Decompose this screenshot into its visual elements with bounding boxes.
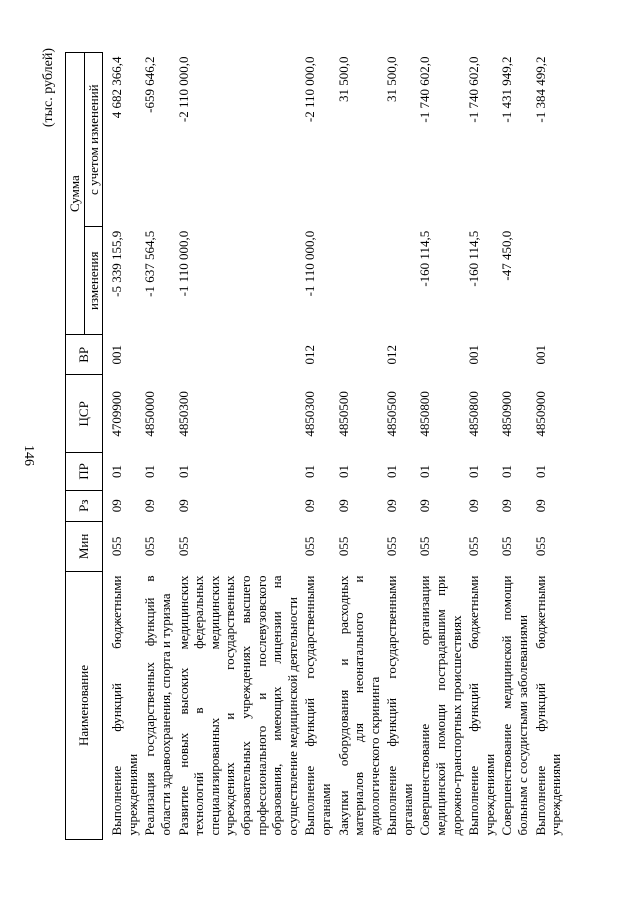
header-with-change: с учетом изменений (84, 53, 103, 227)
cell-vr (335, 335, 384, 375)
cell-name: Совершенствование организации медицинской помощи пострадавшим при дорожно-транспортных происшествиях (417, 575, 464, 836)
cell-rz: 09 (302, 499, 318, 513)
cell-change: -160 114,5 (466, 230, 482, 287)
cell-csr: 4850800 (466, 391, 482, 437)
cell-change: -5 339 155,9 (109, 230, 125, 297)
table-row (103, 53, 142, 840)
rotated-budget-table-sheet (35, 40, 564, 860)
cell-csr: 4850800 (417, 391, 433, 437)
cell-change: -1 637 564,5 (142, 230, 158, 297)
cell-total: -1 384 499,2 (532, 56, 548, 123)
cell-name: Выполнение функций государственными органами (302, 575, 333, 836)
cell-csr: 4850300 (302, 391, 318, 437)
cell-name: Реализация государственных функций в области здравоохранения, спорта и туризма (142, 575, 173, 836)
cell-total: -1 431 949,2 (499, 56, 515, 123)
header-min: Мин (66, 521, 103, 571)
cell-rz: 09 (142, 499, 158, 513)
cell-rz: 09 (417, 499, 433, 513)
table-row (532, 53, 565, 840)
table-row (175, 53, 302, 840)
cell-vr (175, 335, 302, 375)
cell-vr: 001 (109, 345, 125, 365)
cell-min: 055 (302, 536, 318, 557)
cell-csr: 4850900 (499, 391, 515, 437)
cell-vr (498, 335, 531, 375)
header-rz: Рз (66, 490, 103, 521)
cell-vr (416, 335, 465, 375)
cell-change: -1 110 000,0 (302, 230, 318, 297)
table-row (416, 53, 465, 840)
table-row (335, 53, 384, 840)
cell-name: Выполнение функций бюджетными учреждениями (532, 575, 564, 836)
cell-min: 055 (109, 536, 125, 557)
header-csr: ЦСР (66, 375, 103, 453)
cell-min: 055 (142, 536, 158, 557)
cell-pr: 01 (532, 464, 548, 478)
cell-rz: 09 (109, 499, 125, 513)
cell-min: 055 (532, 536, 548, 557)
header-vr: ВР (66, 335, 103, 375)
cell-change (383, 227, 416, 335)
cell-csr: 4850900 (532, 391, 548, 437)
cell-total: 4 682 366,4 (109, 56, 125, 119)
cell-change: -47 450,0 (499, 230, 515, 281)
cell-total: -659 646,2 (142, 56, 158, 113)
table-row (465, 53, 498, 840)
cell-vr: 001 (532, 345, 548, 365)
cell-total: -2 110 000,0 (302, 56, 318, 123)
cell-change (335, 227, 384, 335)
cell-min: 055 (499, 536, 515, 557)
header-change: изменения (84, 227, 103, 335)
cell-pr: 01 (384, 464, 400, 478)
header-name: Наименование (66, 572, 103, 840)
cell-rz: 09 (335, 499, 351, 513)
cell-pr: 01 (417, 464, 433, 478)
table-row (383, 53, 416, 840)
cell-total: -1 740 602,0 (417, 56, 433, 123)
budget-table (65, 52, 565, 840)
cell-name: Совершенствование медицинской помощи больным с сосудистыми заболеваниями (499, 575, 531, 836)
cell-csr: 4850000 (142, 391, 158, 437)
cell-change (532, 227, 565, 335)
cell-pr: 01 (499, 464, 515, 478)
cell-csr: 4709900 (109, 391, 125, 437)
cell-total: 31 500,0 (335, 56, 351, 102)
cell-name: Закупки оборудования и расходных материалов для неонатального и аудиологического скрининга (335, 575, 382, 836)
cell-rz: 09 (384, 499, 400, 513)
table-row (498, 53, 531, 840)
cell-total: -1 740 602,0 (466, 56, 482, 123)
cell-name: Развитие новых высоких медицинских технологий в федеральных специализированных медицинских учреждениях и государственных образовательных учреждениях высшего профессионального и послевузовского образования, имеющих лицензии на осуществление медицинской деятельности (175, 575, 300, 836)
cell-pr: 01 (335, 464, 351, 478)
cell-rz: 09 (499, 499, 515, 513)
cell-name: Выполнение функций бюджетными учреждениями (109, 575, 140, 836)
cell-pr: 01 (175, 464, 191, 478)
table-row (301, 53, 334, 840)
cell-pr: 01 (109, 464, 125, 478)
cell-name: Выполнение функций государственными органами (384, 575, 415, 836)
units-label: (тыс. рублей) (41, 48, 56, 128)
cell-vr: 001 (466, 345, 482, 365)
header-pr: ПР (66, 453, 103, 490)
cell-csr: 4850500 (335, 391, 351, 437)
cell-rz: 09 (466, 499, 482, 513)
cell-csr: 4850500 (384, 391, 400, 437)
cell-min: 055 (335, 536, 351, 557)
cell-min: 055 (417, 536, 433, 557)
cell-pr: 01 (302, 464, 318, 478)
page-number: 146 (21, 445, 36, 466)
cell-total: -2 110 000,0 (175, 56, 191, 123)
cell-min: 055 (175, 536, 191, 557)
cell-total: 31 500,0 (384, 56, 400, 102)
cell-pr: 01 (466, 464, 482, 478)
cell-min: 055 (466, 536, 482, 557)
cell-vr: 012 (384, 345, 400, 365)
cell-name: Выполнение функций бюджетными учреждениями (466, 575, 497, 836)
cell-csr: 4850300 (175, 391, 191, 437)
cell-rz: 09 (175, 499, 191, 513)
cell-vr: 012 (302, 345, 318, 365)
table-row (141, 53, 174, 840)
cell-rz: 09 (532, 499, 548, 513)
cell-change: -160 114,5 (417, 230, 433, 287)
cell-pr: 01 (142, 464, 158, 478)
cell-min: 055 (384, 536, 400, 557)
cell-change: -1 110 000,0 (175, 230, 191, 297)
header-sum: Сумма (66, 53, 85, 335)
cell-vr (141, 335, 174, 375)
